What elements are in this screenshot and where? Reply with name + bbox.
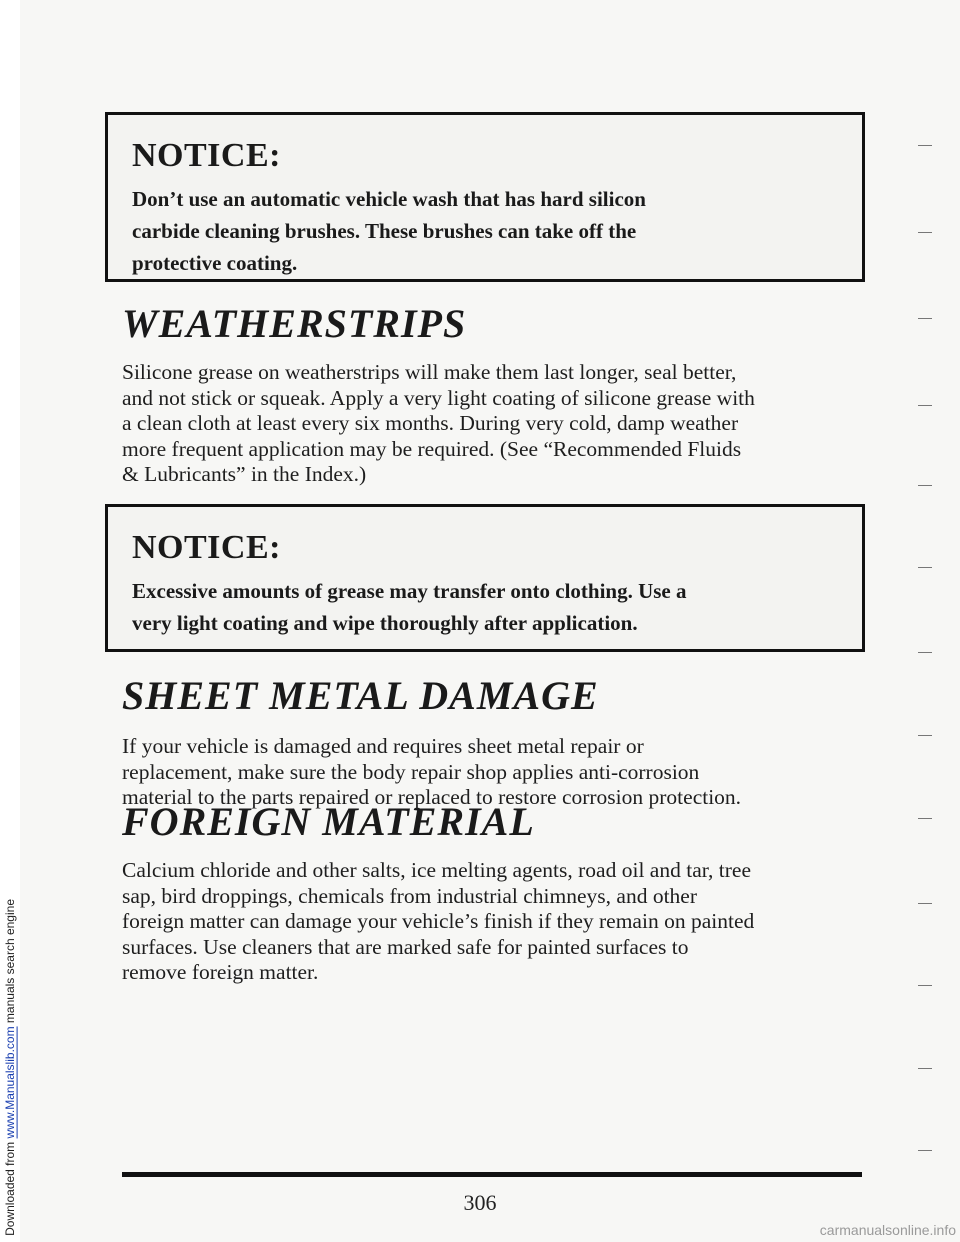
notice-title: NOTICE: (132, 137, 281, 174)
manualslib-link[interactable]: www.Manualslib.com (3, 1026, 17, 1139)
paragraph-line: Calcium chloride and other salts, ice melting agents, road oil and tar, tree (122, 858, 752, 882)
paragraph-line: a clean cloth at least every six months. During very cold, damp weather (122, 411, 739, 435)
paragraph-line: more frequent application may be required. (See “Recommended Fluids (122, 436, 742, 461)
edge-tick (918, 818, 932, 819)
notice-title: NOTICE: (132, 529, 281, 566)
paragraph-line: replacement, make sure the body repair shop applies anti-corrosion (122, 759, 700, 784)
paragraph-line: surfaces. Use cleaners that are marked safe for painted surfaces to (122, 934, 689, 959)
paragraph-line: remove foreign matter. (122, 960, 319, 984)
edge-tick (918, 567, 932, 568)
paragraph-line: Silicone grease on weatherstrips will make them last longer, seal better, (122, 360, 737, 384)
paragraph-line: and not stick or squeak. Apply a very light coating of silicone grease with (122, 385, 755, 410)
notice-box-2 (105, 504, 865, 652)
paragraph-line: material to the parts repaired or replaced to restore corrosion protection. (122, 785, 742, 809)
edge-tick (918, 318, 932, 319)
watermark: carmanualsonline.info (819, 1222, 956, 1238)
notice-line: protective coating. (132, 251, 298, 275)
section-title-sheet-metal-damage: SHEET METAL DAMAGE (122, 673, 599, 718)
edge-tick (918, 232, 932, 233)
edge-tick (918, 652, 932, 653)
section-title-weatherstrips: WEATHERSTRIPS (122, 301, 467, 346)
paragraph-line: sap, bird droppings, chemicals from industrial chimneys, and other (122, 883, 697, 908)
banner-prefix: Downloaded from (3, 1141, 17, 1236)
weatherstrips-paragraph (122, 360, 862, 488)
paragraph-line: If your vehicle is damaged and requires sheet metal repair or (122, 734, 644, 758)
notice-line: Don’t use an automatic vehicle wash that has hard silicon (132, 187, 646, 211)
paragraph-line: & Lubricants” in the Index.) (122, 462, 367, 486)
paragraph-line: foreign matter can damage your vehicle’s finish if they remain on painted (122, 909, 755, 933)
notice-box-1 (105, 112, 865, 282)
edge-tick (918, 1150, 932, 1151)
edge-tick (918, 485, 932, 486)
download-banner (0, 0, 20, 1242)
section-title-foreign-material: FOREIGN MATERIAL (122, 799, 535, 844)
notice-line: carbide cleaning brushes. These brushes can take off the (132, 219, 637, 243)
edge-tick (918, 903, 932, 904)
edge-tick (918, 985, 932, 986)
edge-tick (918, 1068, 932, 1069)
edge-tick (918, 145, 932, 146)
edge-tick (918, 405, 932, 406)
banner-suffix: manuals search engine (3, 899, 17, 1024)
download-banner-text (3, 899, 17, 1236)
edge-tick (918, 735, 932, 736)
notice-line: Excessive amounts of grease may transfer onto clothing. Use a (132, 579, 687, 603)
page-number: 306 (463, 1190, 497, 1215)
foreign-material-paragraph (122, 858, 862, 986)
notice-line: very light coating and wipe thoroughly after application. (132, 611, 638, 635)
footer-rule (122, 1172, 862, 1177)
